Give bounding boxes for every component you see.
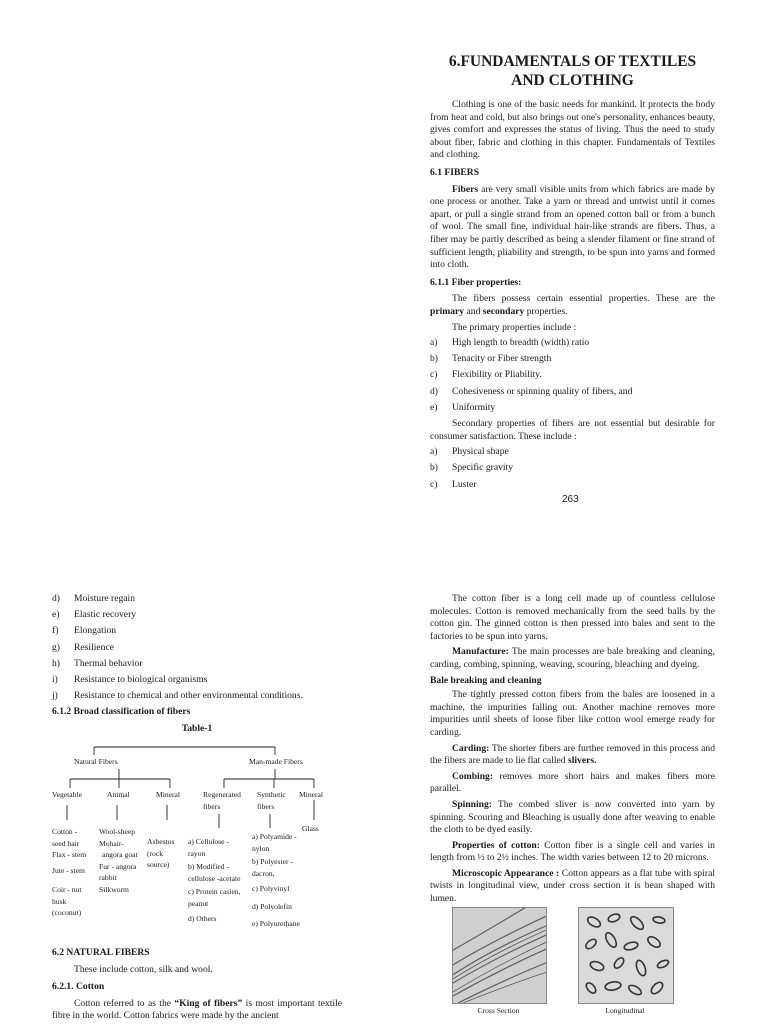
tree-item: Wool-sheep — [99, 827, 136, 836]
vegetable-items — [52, 826, 86, 919]
list-item — [52, 625, 352, 638]
tree-item: d) Others — [188, 914, 217, 923]
list-item — [430, 479, 715, 492]
list-item — [430, 446, 715, 459]
tree-item: rabbit — [99, 873, 117, 882]
list-letter: f) — [52, 625, 59, 637]
list-text: Specific gravity — [452, 462, 514, 474]
primary-term: primary — [430, 305, 465, 317]
list-letter: h) — [52, 657, 60, 669]
tree-item: (coconut) — [52, 908, 82, 917]
list-letter: b) — [430, 353, 438, 365]
title-line-1: 6.FUNDAMENTALS OF TEXTILES — [448, 53, 697, 70]
longitudinal-caption: Longitudinal — [605, 1006, 645, 1015]
mineral-items — [147, 836, 174, 871]
list-text: Elongation — [74, 625, 117, 637]
page1-column — [430, 52, 715, 495]
list-text: Moisture regain — [74, 593, 136, 604]
properties-term: Properties of cotton: — [452, 839, 540, 851]
tree-item: (rock — [147, 848, 164, 858]
list-text: Resistance to biological organisms — [74, 673, 208, 685]
synthetic-line-2: fibers — [257, 801, 275, 811]
section-6-2-heading: 6.2 NATURAL FIBERS — [52, 947, 150, 958]
table-title: Table-1 — [181, 722, 213, 734]
cotton-text-b: is most important textile fibre in the world. Cotton fabrics were made by the ancient — [52, 997, 342, 1022]
spinning-paragraph — [430, 799, 715, 837]
list-letter: g) — [52, 641, 60, 653]
tree-item: cellulose -acetate — [188, 873, 241, 883]
list-item — [52, 593, 352, 606]
tree-item: dacron, — [252, 868, 275, 878]
tree-item: Mohair- — [99, 838, 124, 848]
combing-paragraph — [430, 771, 715, 796]
tree-item: Cotton - — [52, 827, 78, 836]
list-letter: e) — [52, 609, 60, 621]
list-item — [430, 462, 715, 475]
list-text: Cohesiveness or spinning quality of fibers, and — [452, 385, 633, 397]
regenerated-line-2: fibers — [203, 801, 221, 811]
list-letter: b) — [430, 462, 438, 474]
list-letter: j) — [52, 690, 58, 702]
king-of-fibers: “King of fibers” — [174, 997, 243, 1009]
synthetic-items — [252, 831, 300, 930]
properties-text: Cotton fiber is a single cell and varies in length from ½ to 2½ inches. The width varies between 12 to 20 microns. — [430, 839, 715, 864]
title-line-2: AND CLOTHING — [511, 72, 634, 89]
page2-left-bottom — [52, 942, 342, 1026]
tree-item: b) Modified - — [188, 862, 229, 871]
list-item — [52, 674, 352, 687]
properties-paragraph — [430, 293, 715, 318]
bale-paragraph: The tightly pressed cotton fibers from the bales are loosened in a machine, the impurities falling out. Another machine removes more impurities until sheets of loose fiber like cotton wool emerge ready for carding. — [430, 689, 715, 738]
list-text: Resilience — [74, 641, 114, 653]
list-item — [430, 386, 715, 399]
tree-item: seed hair — [52, 838, 80, 848]
tree-item: d) Polyolefin — [252, 901, 292, 911]
manmade-fibers-label: Man-made Fibers — [249, 757, 303, 766]
section-6-2-1-heading: 6.2.1. Cotton — [52, 981, 105, 993]
tree-item: husk — [52, 896, 67, 906]
list-text: Elastic recovery — [74, 609, 137, 621]
vegetable-label: Vegetable — [52, 790, 82, 799]
animal-items — [99, 826, 138, 895]
tree-item: e) Polyurethane — [252, 919, 300, 928]
list-text: Uniformity — [452, 401, 496, 413]
bale-heading: Bale breaking and cleaning — [430, 674, 542, 686]
manufacture-paragraph — [430, 646, 715, 671]
list-item — [430, 369, 715, 382]
properties-cotton-paragraph — [430, 840, 715, 865]
list-letter: e) — [430, 401, 438, 413]
tree-item: Flax - stem — [52, 850, 87, 859]
list-text: High length to breadth (width) ratio — [452, 337, 590, 349]
tree-item: Asbestos — [147, 837, 175, 846]
page-number: 263 — [562, 494, 579, 505]
natural-fibers-paragraph: These include cotton, silk and wool. — [74, 963, 213, 975]
cross-section-micrograph — [452, 907, 547, 1004]
secondary-intro: Secondary properties of fibers are not essential but desirable for consumer satisfaction. These include : — [430, 418, 715, 442]
list-letter: d) — [52, 593, 60, 604]
spinning-text: The combed sliver is now converted into yarn by spinning. Scouring and Bleaching is usually done after weaving to enable the cloth to be dyed easily. — [430, 798, 715, 836]
tree-item: nylon — [252, 843, 270, 853]
microscopic-text: Cotton appears as a flat tube with spiral twists in longitudinal view, under cross section it is bean shaped with lumen. — [430, 867, 716, 905]
list-text: Physical shape — [452, 446, 509, 458]
tree-item: Jute - stem — [52, 865, 85, 875]
props-text-a: The fibers possess certain essential properties. These are the — [452, 293, 715, 305]
intro-paragraph: Clothing is one of the basic needs for mankind. It protects the body from heat and cold, but also brings out one's personality, enhances beauty, gives comfort and expresses the status of living. Thus the need to study about fiber, fabric and clothing in this chapter. Fundamentals of Textiles and clothing. — [430, 99, 715, 161]
carding-text: The shorter fibers are further removed in this process and the fibers are made to lie flat called — [430, 742, 715, 767]
fibers-text: are very small visible units from which fabrics are made by one process or another. Take a yarn or thread and untwist until it comes apart, or pull a single strand from an opened cotton ball or from a bunch of wool. The small fine, individual hair-like strands are fibers. Thus, a fiber may be partly described as being a slender filament or fine strand of sufficient length, pliability and strength, to be spun into yarns and formed into cloth. — [430, 183, 715, 271]
secondary-list-continued — [52, 593, 352, 703]
regenerated-label — [203, 789, 241, 812]
chapter-title — [430, 52, 715, 90]
list-item — [430, 337, 715, 350]
tree-item: angora goat — [102, 850, 138, 859]
list-text: Thermal behavior — [74, 657, 143, 669]
slivers-term: slivers. — [567, 755, 597, 767]
list-letter: a) — [430, 446, 438, 458]
section-6-1-2-heading: 6.1.2 Broad classification of fibers — [52, 706, 191, 718]
tree-item: Coir - nut — [52, 885, 82, 894]
list-text: Resistance to chemical and other environmental conditions. — [74, 690, 303, 702]
page2-right-column — [430, 593, 715, 909]
list-letter: d) — [430, 385, 438, 397]
list-item — [52, 658, 352, 671]
fibers-term: Fibers — [452, 183, 479, 195]
cotton-intro-paragraph — [52, 998, 342, 1023]
section-6-1-heading: 6.1 FIBERS — [430, 166, 480, 178]
cross-section-image — [453, 908, 546, 1003]
tree-item: c) Protein casien, — [188, 887, 241, 896]
list-text: Tenacity or Fiber strength — [452, 353, 552, 365]
secondary-term: secondary — [482, 305, 525, 317]
carding-paragraph — [430, 743, 715, 768]
list-text: Luster — [452, 478, 477, 490]
tree-item: b) Polyester - — [252, 857, 293, 866]
list-letter: a) — [430, 337, 438, 349]
animal-label: Animal — [107, 790, 130, 799]
props-end: properties. — [524, 305, 568, 317]
list-item — [52, 642, 352, 655]
natural-fibers-label: Natural Fibers — [74, 757, 118, 766]
tree-item: a) Polyamide - — [252, 832, 297, 841]
tree-item: Fur - angora — [99, 861, 137, 871]
tree-item: a) Cellulose - — [188, 837, 229, 846]
mineral2-label: Mineral — [299, 790, 324, 799]
synthetic-line-1: Synthetic — [257, 790, 286, 799]
list-letter: i) — [52, 673, 58, 685]
list-letter: c) — [430, 478, 438, 490]
secondary-list — [430, 446, 715, 491]
cross-section-caption: Cross Section — [477, 1006, 520, 1015]
section-6-1-1-heading: 6.1.1 Fiber properties: — [430, 276, 522, 288]
carding-term: Carding: — [452, 742, 490, 754]
regenerated-items — [188, 836, 241, 925]
glass-label: Glass — [302, 824, 319, 833]
mineral-label: Mineral — [156, 790, 181, 799]
longitudinal-micrograph — [578, 907, 674, 1004]
tree-item: Silkworm — [99, 884, 129, 894]
list-item — [52, 690, 352, 703]
regenerated-line-1: Regenerated — [203, 790, 241, 799]
tree-item: source) — [147, 860, 170, 869]
cotton-fiber-paragraph: The cotton fiber is a long cell made up of countless cellulose molecules. Cotton is removed mechanically from the seed balls by the cotton gin. The ginned cotton is then pressed into bales and sent to the factories to be spun into yarns. — [430, 593, 715, 642]
primary-intro: The primary properties include : — [452, 321, 577, 333]
list-text: Flexibility or Pliability. — [452, 369, 542, 381]
tree-item: c) Polyvinyl — [252, 884, 290, 893]
list-letter: c) — [430, 369, 438, 381]
page2-left-column — [52, 593, 352, 736]
manufacture-text: The main processes are bale breaking and cleaning, carding, combing, spinning, weaving, scouring, bleaching and dyeing. — [430, 646, 715, 670]
fibers-paragraph — [430, 184, 715, 272]
cotton-text-a: Cotton referred to as the — [74, 997, 175, 1009]
tree-item: rayon — [188, 848, 206, 858]
spinning-term: Spinning: — [452, 798, 493, 810]
combing-text: removes more short hairs and makes fibers more parallel. — [430, 770, 715, 795]
longitudinal-image — [579, 908, 673, 1003]
list-item — [52, 609, 352, 622]
list-item — [430, 402, 715, 415]
synthetic-label — [257, 789, 286, 812]
classification-tree — [52, 742, 382, 942]
primary-list — [430, 337, 715, 414]
combing-term: Combing: — [452, 770, 494, 782]
microscopic-paragraph — [430, 868, 715, 906]
props-and: and — [464, 305, 483, 317]
manufacture-term: Manufacture: — [452, 646, 509, 658]
microscopic-term: Microscopic Appearance : — [452, 867, 560, 879]
list-item — [430, 353, 715, 366]
tree-item: peanut — [188, 898, 209, 908]
